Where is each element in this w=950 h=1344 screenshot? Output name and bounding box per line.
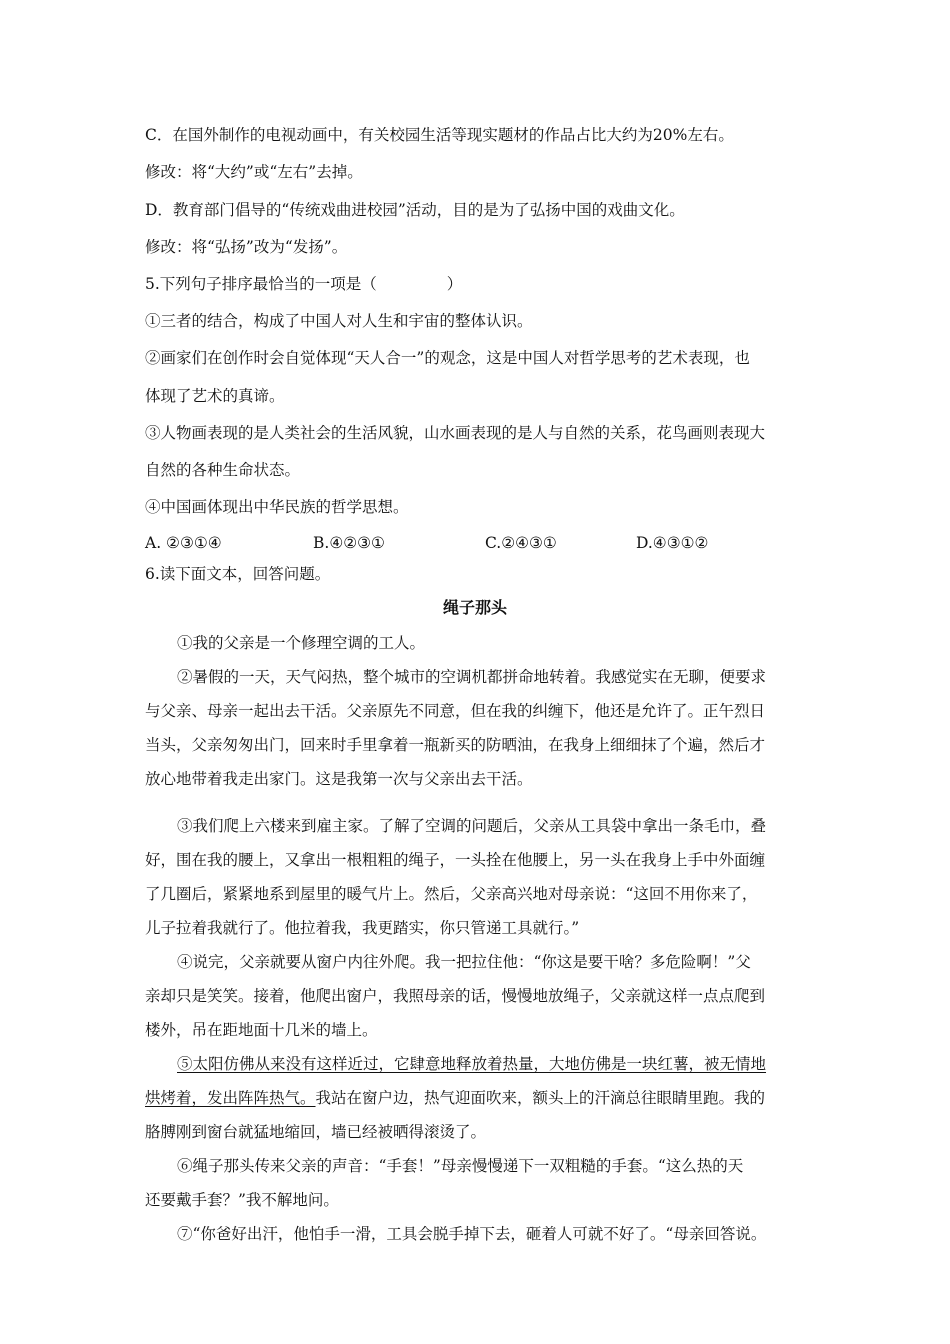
paragraph-5-line-1: [177, 1054, 766, 1074]
paragraph-2-line-1: ②暑假的一天，天气闷热，整个城市的空调机都拼命地转着。我感觉实在无聊，便要求: [177, 668, 767, 686]
q5-stem-text: 5.下列句子排序最恰当的一项是（: [145, 275, 377, 293]
q5-sentence-3-line-2: 自然的各种生命状态。: [145, 461, 301, 479]
paragraph-2-line-3: 当头，父亲匆匆出门，回来时手里拿着一瓶新买的防晒油，在我身上细细抹了个遍，然后才: [145, 736, 766, 754]
q4-option-d-fix: 修改：将“弘扬”改为“发扬”。: [145, 238, 348, 256]
q5-sentence-3-line-1: ③人物画表现的是人类社会的生活风貌，山水画表现的是人与自然的关系，花鸟画则表现大: [145, 424, 766, 442]
paragraph-3-line-4: 儿子拉着我就行了。他拉着我，我更踏实，你只管递工具就行。”: [145, 919, 580, 937]
q5-option-c: C.②④③①: [485, 534, 557, 552]
paragraph-5-line-2-rest: 我站在窗户边，热气迎面吹来，额头上的汗滴总往眼睛里跑。我的: [315, 1089, 766, 1107]
paragraph-2-line-4: 放心地带着我走出家门。这是我第一次与父亲出去干活。: [145, 770, 533, 788]
q5-sentence-4: ④中国画体现出中华民族的哲学思想。: [145, 498, 409, 516]
paragraph-6-line-2: 还要戴手套？”我不解地问。: [145, 1191, 339, 1209]
paragraph-5-line-2: [145, 1088, 765, 1108]
q4-option-d: D．教育部门倡导的“传统戏曲进校园”活动，目的是为了弘扬中国的戏曲文化。: [145, 201, 685, 219]
underlined-sentence: ⑤太阳仿佛从来没有这样近过，它肆意地释放着热量，大地仿佛是一块红薯，被无情地: [177, 1055, 767, 1073]
paragraph-7-line-1: ⑦“你爸好出汗，他怕手一滑，工具会脱手掉下去，砸着人可就不好了。“母亲回答说。: [177, 1225, 767, 1243]
q6-stem: 6.读下面文本，回答问题。: [145, 565, 331, 583]
q5-sentence-2-line-1: ②画家们在创作时会自觉体现“天人合一”的观念，这是中国人对哲学思考的艺术表现，也: [145, 349, 750, 367]
q5-stem-close: ）: [446, 275, 463, 293]
paragraph-4-line-3: 楼外，吊在距地面十几米的墙上。: [145, 1021, 378, 1039]
paragraph-3-line-2: 好，围在我的腰上，又拿出一根粗粗的绳子，一头拴在他腰上，另一头在我身上手中外面缠: [145, 851, 766, 869]
q5-option-b: B.④②③①: [313, 534, 385, 552]
q4-option-c-fix: 修改：将“大约”或“左右”去掉。: [145, 163, 363, 181]
q5-option-a: A. ②③①④: [145, 534, 222, 552]
paragraph-5-line-3: 胳膊刚到窗台就猛地缩回，墙已经被晒得滚烫了。: [145, 1123, 487, 1141]
article-title: 绳子那头: [442, 598, 507, 617]
q5-option-d: D.④③①②: [636, 534, 709, 552]
underlined-sentence-end: 烘烤着，发出阵阵热气。: [145, 1089, 316, 1107]
paragraph-2-line-2: 与父亲、母亲一起出去干活。父亲原先不同意，但在我的纠缠下，他还是允许了。正午烈日: [145, 702, 766, 720]
paragraph-4-line-2: 亲却只是笑笑。接着，他爬出窗户，我照母亲的话，慢慢地放绳子，父亲就这样一点点爬到: [145, 987, 766, 1005]
paragraph-6-line-1: ⑥绳子那头传来父亲的声音：“手套！”母亲慢慢递下一双粗糙的手套。“这么热的天: [177, 1157, 744, 1175]
paragraph-4-line-1: ④说完，父亲就要从窗户内往外爬。我一把拉住他：“你这是要干啥？多危险啊！”父: [177, 953, 751, 971]
paragraph-3-line-3: 了几圈后，紧紧地系到屋里的暖气片上。然后，父亲高兴地对母亲说：“这回不用你来了，: [145, 885, 758, 903]
paragraph-1: ①我的父亲是一个修理空调的工人。: [177, 634, 426, 652]
q4-option-c: C．在国外制作的电视动画中，有关校园生活等现实题材的作品占比大约为20%左右。: [145, 126, 734, 144]
q5-sentence-1: ①三者的结合，构成了中国人对人生和宇宙的整体认识。: [145, 312, 533, 330]
paragraph-3-line-1: ③我们爬上六楼来到雇主家。了解了空调的问题后，父亲从工具袋中拿出一条毛巾，叠: [177, 817, 767, 835]
q5-stem: [145, 274, 462, 294]
q5-sentence-2-line-2: 体现了艺术的真谛。: [145, 387, 285, 405]
